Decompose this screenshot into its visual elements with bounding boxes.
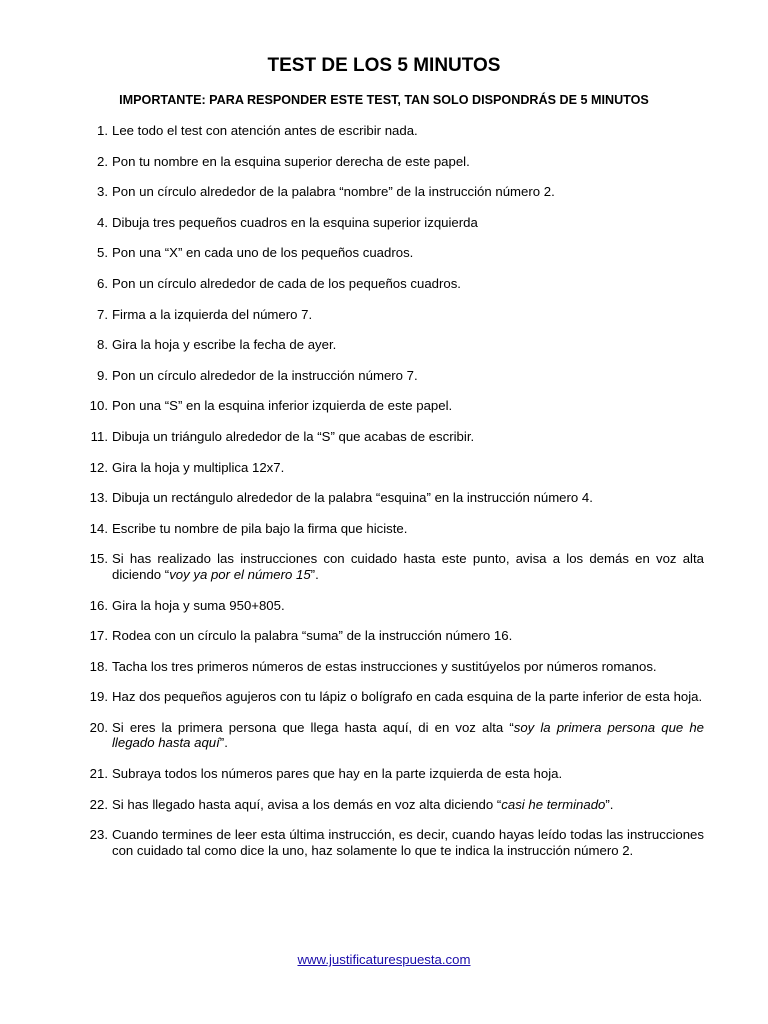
- instruction-number: 7.: [97, 306, 108, 322]
- instruction-number: 1.: [97, 123, 108, 138]
- instruction-text: Pon una “X” en cada uno de los pequeños cuadros.: [112, 245, 414, 261]
- instruction-text: Dibuja un triángulo alrededor de la “S” que acabas de escribir.: [112, 428, 475, 444]
- instruction-number: 4.: [97, 214, 108, 230]
- instruction-quote: soy la primera persona que he llegado hasta aquí: [112, 719, 704, 751]
- instruction-item: [84, 245, 704, 261]
- instruction-number: 20.: [89, 719, 108, 735]
- instruction-item: [84, 598, 704, 614]
- footer: [0, 952, 768, 968]
- instruction-text: [112, 551, 704, 582]
- instruction-number: 23.: [89, 827, 108, 843]
- instruction-item: [84, 429, 704, 445]
- instruction-item: [84, 521, 704, 537]
- instruction-text: Lee todo el test con atención antes de escribir nada.: [112, 123, 418, 138]
- instruction-item: [84, 337, 704, 353]
- instruction-item: [84, 628, 704, 644]
- instruction-text: Gira la hoja y escribe la fecha de ayer.: [112, 337, 337, 353]
- instruction-text: Pon un círculo alrededor de la instrucción número 7.: [112, 367, 418, 383]
- instruction-item: [84, 276, 704, 292]
- instruction-quote: voy ya por el número 15: [169, 566, 311, 582]
- instruction-text: Gira la hoja y multiplica 12x7.: [112, 459, 285, 475]
- instruction-text: Pon un círculo alrededor de cada de los pequeños cuadros.: [112, 275, 461, 291]
- instruction-number: 6.: [97, 275, 108, 291]
- instruction-item: [84, 720, 704, 751]
- instruction-number: 21.: [89, 766, 108, 782]
- instruction-item: [84, 490, 704, 506]
- instruction-number: 11.: [90, 428, 108, 444]
- page-title: TEST DE LOS 5 MINUTOS: [267, 55, 501, 76]
- instruction-item: [84, 460, 704, 476]
- instruction-text: Rodea con un círculo la palabra “suma” de la instrucción número 16.: [112, 628, 513, 644]
- instruction-item: [84, 689, 704, 705]
- instruction-number: 17.: [89, 628, 108, 644]
- instruction-number: 15.: [89, 551, 108, 567]
- instruction-text: [112, 797, 613, 812]
- instruction-text: Dibuja tres pequeños cuadros en la esquina superior izquierda: [112, 214, 478, 230]
- instruction-text: Pon tu nombre en la esquina superior derecha de este papel.: [112, 153, 470, 169]
- instruction-number: 13.: [89, 490, 108, 506]
- instruction-number: 2.: [97, 153, 108, 169]
- instruction-item: [84, 368, 704, 384]
- instruction-item: [84, 827, 704, 858]
- instruction-item: [84, 307, 704, 323]
- instruction-item: [84, 659, 704, 675]
- instruction-text: Pon una “S” en la esquina inferior izquierda de este papel.: [112, 398, 453, 414]
- instruction-text: Subraya todos los números pares que hay en la parte izquierda de esta hoja.: [112, 766, 563, 782]
- instruction-text-part: ”.: [310, 566, 319, 582]
- instruction-text: Firma a la izquierda del número 7.: [112, 306, 313, 322]
- footer-website-link[interactable]: www.justificaturespuesta.com: [297, 952, 471, 967]
- instruction-text: Cuando termines de leer esta última instrucción, es decir, cuando hayas leído todas las instrucciones con cuidado tal como dice la uno, haz solamente lo que te indica la instrucción número 2.: [112, 827, 704, 858]
- instruction-item: [84, 797, 704, 813]
- instruction-quote: casi he terminado: [501, 796, 606, 812]
- instruction-item: [84, 154, 704, 170]
- instruction-number: 18.: [89, 658, 108, 674]
- instruction-text-part: ”.: [605, 796, 614, 812]
- instruction-text: Gira la hoja y suma 950+805.: [112, 597, 285, 613]
- instruction-text: Pon un círculo alrededor de la palabra “nombre” de la instrucción número 2.: [112, 184, 555, 200]
- instruction-item: [84, 398, 704, 414]
- instruction-text-part: ”.: [219, 735, 228, 751]
- instruction-number: 8.: [97, 337, 108, 353]
- instruction-text-part: Si has realizado las instrucciones con cuidado hasta este punto, avisa a los demás en voz alta diciendo “: [112, 551, 704, 582]
- instruction-text-part: Si eres la primera persona que llega hasta aquí, di en voz alta “: [112, 719, 514, 735]
- instruction-item: [84, 215, 704, 231]
- instruction-item: [84, 123, 704, 139]
- instruction-text: Haz dos pequeños agujeros con tu lápiz o bolígrafo en cada esquina de la parte inferior de esta hoja.: [112, 689, 703, 705]
- instruction-text: [112, 720, 704, 751]
- page-subtitle: IMPORTANTE: PARA RESPONDER ESTE TEST, TAN SOLO DISPONDRÁS DE 5 MINUTOS: [119, 93, 649, 107]
- instruction-item: [84, 551, 704, 582]
- instruction-text: Tacha los tres primeros números de estas instrucciones y sustitúyelos por números romanos.: [112, 658, 657, 674]
- instruction-text: Escribe tu nombre de pila bajo la firma que hiciste.: [112, 520, 408, 536]
- instruction-number: 19.: [89, 689, 108, 705]
- instruction-item: [84, 184, 704, 200]
- instruction-list: [84, 123, 704, 873]
- instruction-number: 10.: [89, 398, 108, 414]
- instruction-text-part: Si has llegado hasta aquí, avisa a los demás en voz alta diciendo “: [112, 796, 502, 812]
- instruction-item: [84, 766, 704, 782]
- instruction-number: 5.: [97, 245, 108, 261]
- instruction-text: Dibuja un rectángulo alrededor de la palabra “esquina” en la instrucción número 4.: [112, 490, 593, 506]
- instruction-number: 12.: [89, 459, 108, 475]
- instruction-number: 22.: [89, 796, 108, 812]
- instruction-number: 16.: [89, 597, 108, 613]
- instruction-number: 3.: [97, 184, 108, 200]
- instruction-number: 14.: [89, 520, 108, 536]
- instruction-number: 9.: [97, 367, 108, 383]
